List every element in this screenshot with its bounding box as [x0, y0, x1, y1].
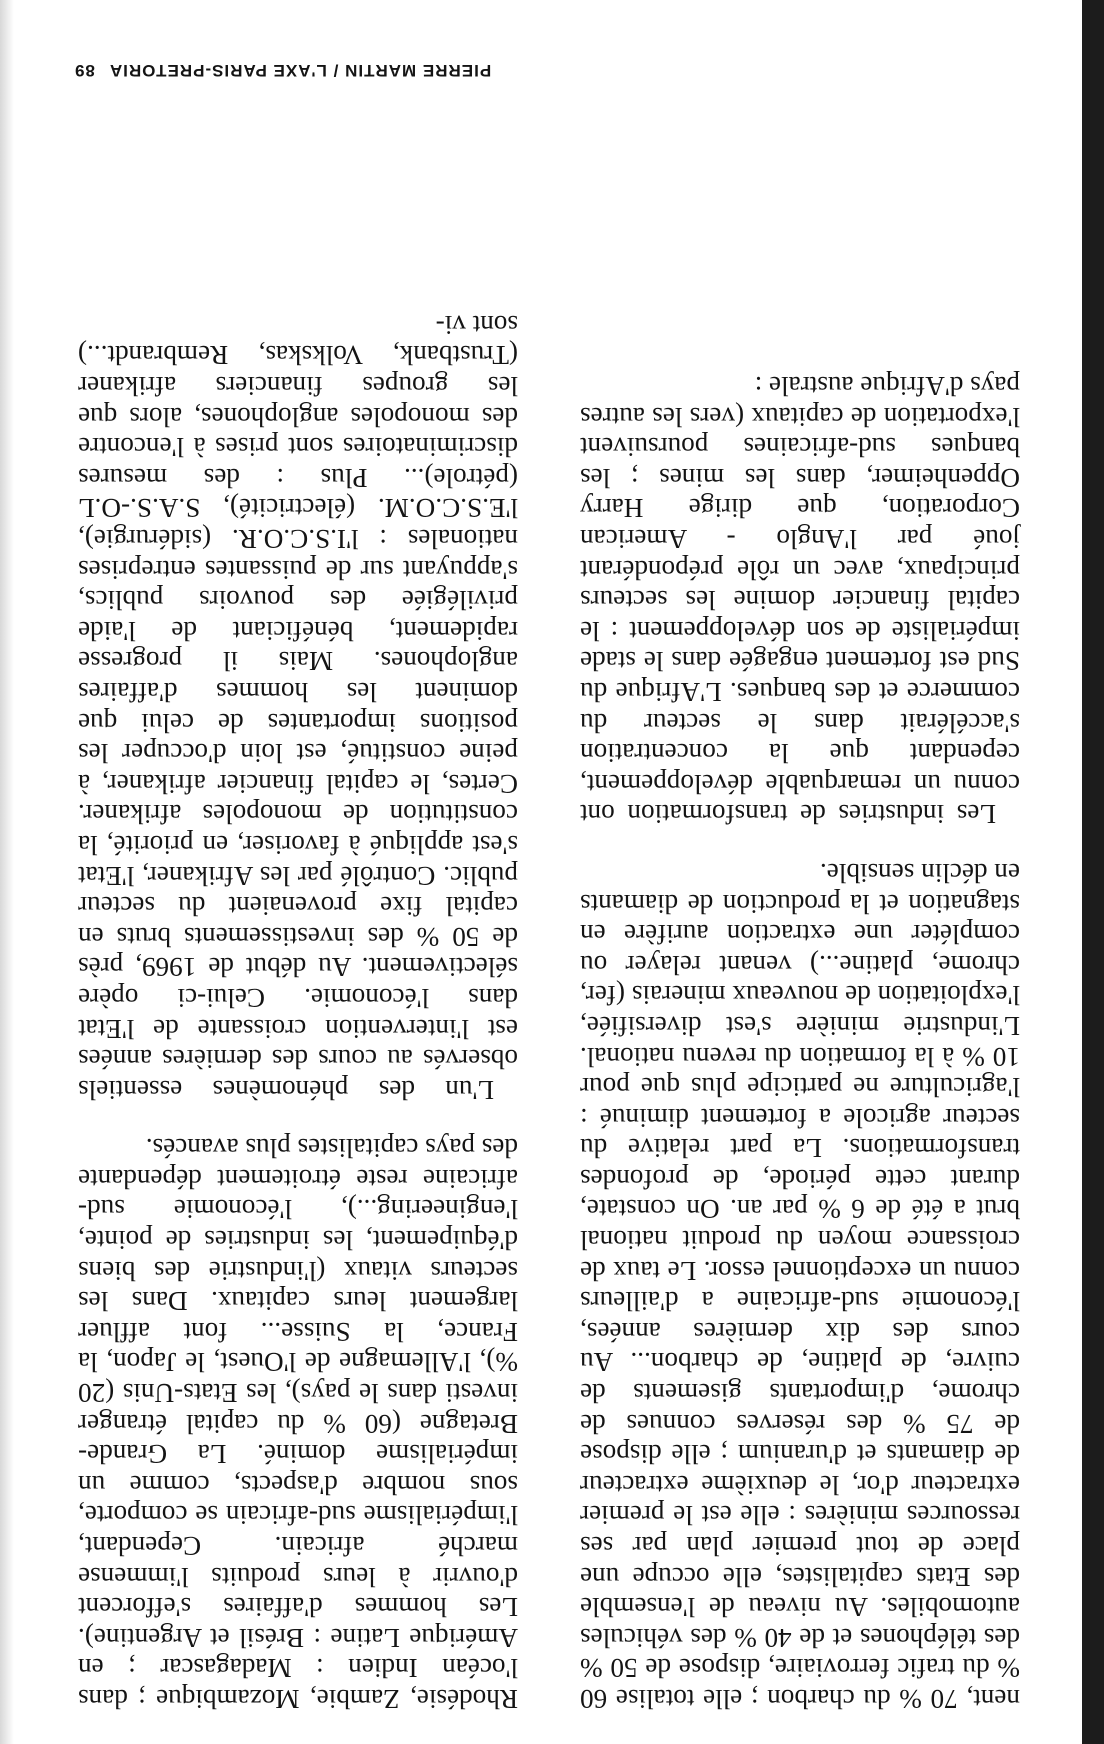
running-title: PIERRE MARTIN / L'AXE PARIS-PRETORIA: [108, 61, 492, 80]
right-paragraph-1: Rhodésie, Zambie, Mozambique ; dans l'océan Indien : Madagascar ; en Amérique Latine : Brésil et Argentine). Les hommes d'affaires s'efforcent d'ouvrir à leurs produits l'immense marché africain. Cependant, l'impérialisme sud-africain se comporte, sous nombre d'aspects, comme un impérialisme dominé. La Grande-Bretagne (60 % du capital étranger investi dans le pays), les Etats-Unis (20 %), l'Allemagne de l'Ouest, le Japon, la France, la Suisse... font affluer largement leurs capitaux. Dans les secteurs vitaux (l'industrie des biens d'équipement, les industries de pointe, l'engineering...), l'économie sud-africaine reste étroitement dépendante des pays capitalistes plus avancés.: [78, 1133, 518, 1714]
left-paragraph-1: nent, 70 % du charbon ; elle totalise 60 % du trafic ferroviaire, dispose de 50 % des téléphones et de 40 % des véhicules automobiles. Au niveau de l'ensemble des Etats capitalistes, elle occupe une place de tout premier plan par ses ressources minières : elle est le premier extracteur d'or, le deuxième extracteur de diamants et d'uranium ; elle dispose de 75 % des réserves connues de chrome, d'importants gisements de cuivre, de platine, de charbon... Au cours des dix dernières années, l'économie sud-africaine a d'ailleurs connu un exceptionnel essor. Le taux de croissance moyen du produit national brut a été de 6 % par an. On constate, durant cette période, de profondes transformations. La part relative du secteur agricole a fortement diminué : l'agriculture ne participe plus que pour 10 % à la formation du revenu national. L'industrie minière s'est diversifiée, l'exploitation de nouveaux minerais (fer, chrome, platine...) venant relayer ou compléter une extraction aurifère en stagnation et la production de diamants en déclin sensible.: [580, 857, 1020, 1714]
right-column: [78, 309, 518, 1714]
left-column: [580, 370, 1020, 1714]
left-paragraph-2: Les industries de transformation ont connu un remarquable développement, cependant que la concentration s'accélérait dans le secteur du commerce et des banques. L'Afrique du Sud est fortement engagée dans le stade impérialiste de son développement : le capital financier domine les secteurs principaux, avec un rôle prépondérant joué par l'Anglo - American Corporation, que dirige Harry Oppenheimer, dans les mines ; les banques sud-africaines poursuivent l'exportation de capitaux (vers les autres pays d'Afrique australe :: [580, 371, 1020, 830]
right-paragraph-2: L'un des phénomènes essentiels observés au cours des dernières années est l'intervention croissante de l'Etat dans l'économie. Celui-ci opère sélectivement. Au début de 1969, près de 50 % des investissements bruts en capital fixe provenaient du secteur public. Contrôlé par les Afrikaner, l'Etat s'est appliqué à favoriser, en priorité, la constitution de monopoles afrikaner. Certes, le capital financier afrikaner, à peine constitué, est loin d'occuper les positions importantes de celui que dominent les hommes d'affaires anglophones. Mais il progresse rapidement, bénéficiant de l'aide privilégiée des pouvoirs publics, s'appuyant sur de puissantes entreprises nationales : l'I.S.C.O.R. (sidérurgie), l'E.S.C.O.M. (électricité), S.A.S.-O.L (pétrole)... Plus : des mesures discriminatoires sont prises à l'encontre des monopoles anglophones, alors que les groupes financiers afrikaner (Trustbank, Volkskas, Rembrandt...) sont vi-: [78, 309, 518, 1105]
page-number: 89: [74, 61, 95, 80]
running-header: [74, 60, 544, 80]
